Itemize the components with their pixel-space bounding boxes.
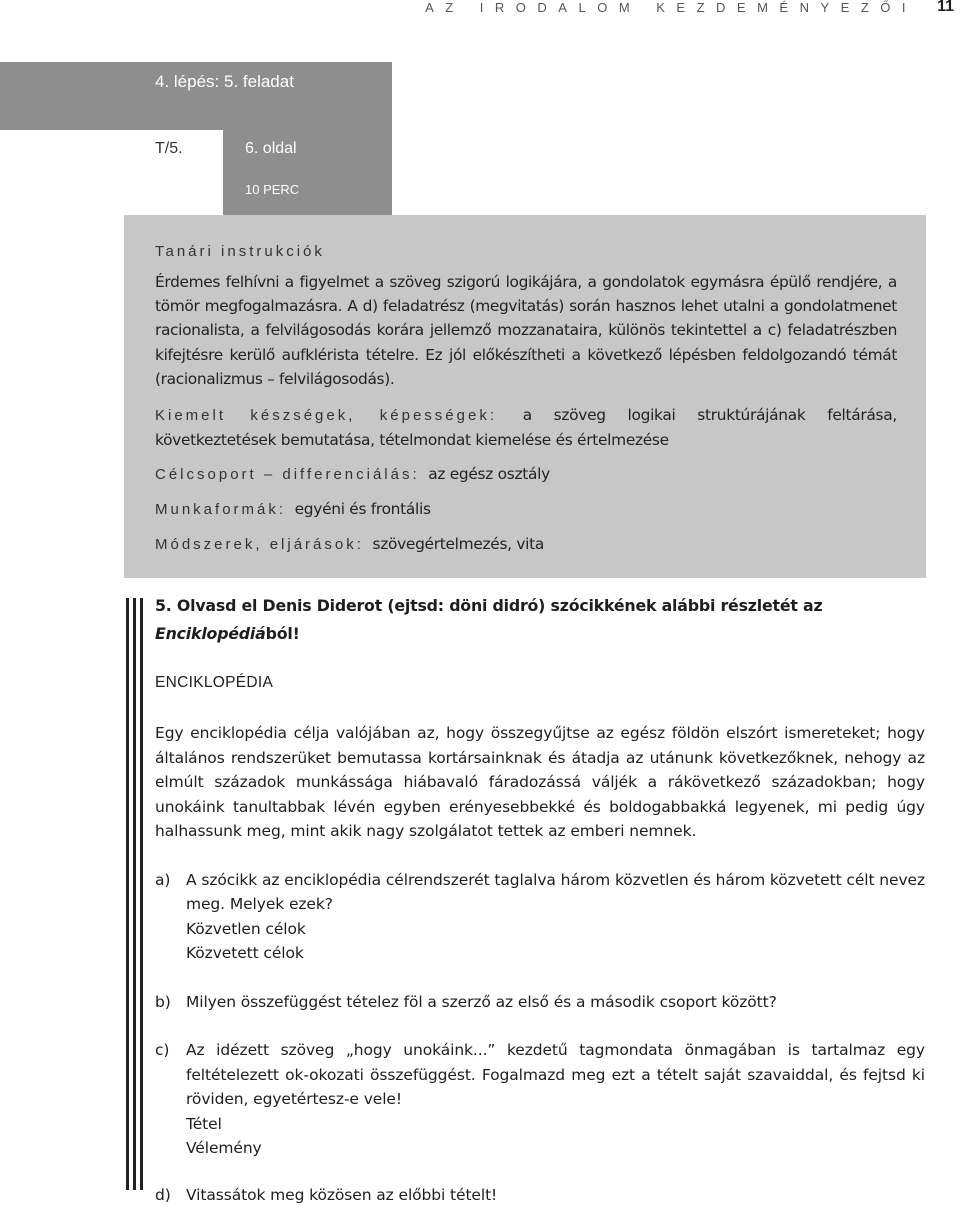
question-text: Az idézett szöveg „hogy unokáink...” kezdetű tagmondata önmagában is tartalmaz egy feltételezett ok-okozati összefüggést. Fogalmazd meg ezt a tételt saját szavaiddal, és fejtsd ki röviden, egyetértesz-e vele! <box>186 1038 925 1112</box>
task-code: T/5. <box>155 140 183 158</box>
question-text: Vitassátok meg közösen az előbbi tételt! <box>186 1183 925 1207</box>
question-a <box>155 868 925 966</box>
question-marker: a) <box>155 868 170 893</box>
work-title: Enciklopédiá <box>155 624 266 643</box>
work-forms-label: Munkaformák: <box>155 501 286 518</box>
question-marker: c) <box>155 1038 169 1063</box>
page-reference: 6. oldal <box>245 140 297 158</box>
question-text: Milyen összefüggést tételez föl a szerző az első és a második csoport között? <box>186 990 925 1015</box>
rule-bar <box>140 598 143 1190</box>
answer-line-label: Tétel <box>186 1112 925 1137</box>
methods-row <box>155 532 897 557</box>
target-group-text: az egész osztály <box>428 465 550 483</box>
skills-label: Kiemelt készségek, képességek: <box>155 407 497 424</box>
question-d <box>155 1183 925 1207</box>
teacher-instructions-box <box>124 215 926 578</box>
source-title: ENCIKLOPÉDIA <box>155 672 925 694</box>
question-c <box>155 1038 925 1161</box>
methods-text: szövegértelmezés, vita <box>373 535 545 553</box>
methods-label: Módszerek, eljárások: <box>155 536 364 553</box>
target-group-row <box>155 462 897 487</box>
work-forms-text: egyéni és frontális <box>295 500 431 518</box>
step-label: 4. lépés: 5. feladat <box>155 72 294 92</box>
answer-line-label: Közvetlen célok <box>186 917 925 942</box>
step-box <box>0 62 392 130</box>
page-number: 11 <box>937 0 954 16</box>
answer-line-label: Közvetett célok <box>186 941 925 966</box>
rule-bar <box>133 598 136 1190</box>
task-heading-suffix: ból! <box>266 624 300 643</box>
question-marker: b) <box>155 990 171 1015</box>
work-forms-row <box>155 497 897 522</box>
task-section <box>155 592 925 1207</box>
question-marker: d) <box>155 1183 171 1207</box>
time-estimate: 10 PERC <box>245 182 299 197</box>
excerpt-text: Egy enciklopédia célja valójában az, hogy összegyűjtse az egész földön elszórt ismereteket; hogy általános rendszerüket bemutassa kortársainknak és átadja az utánunk következőknek, nehogy az elmúlt századok munkássága hiábavaló fáradozássá váljék a rákövetkező századokban; hogy unokáink tanultabbak lévén egyben erényesebbekké és boldogabbakká legyenek, mi pedig úgy halhassunk meg, mint akik nagy szolgálatot tettek az emberi nemnek. <box>155 721 925 844</box>
skills-row <box>155 403 897 452</box>
page-reference-box <box>223 130 392 216</box>
task-heading-text: 5. Olvasd el Denis Diderot (ejtsd: döni didró) szócikkének alábbi részletét az <box>155 596 822 615</box>
teacher-instructions-text: Érdemes felhívni a figyelmet a szöveg szigorú logikájára, a gondolatok egymásra épülő rendjére, a tömör megfogalmazásra. A d) feladatrész (megvitatás) során hasznos lehet utalni a gondolatmenet racionalista, a felvilágosodás korára jellemző mozzanataira, különös tekintettel a c) feladatrészben kifejtésre kerülő aufklérista tételre. Ez jól előkészítheti a következő lépésben feldolgozandó témát (racionalizmus – felvilágosodás). <box>155 270 897 391</box>
task-heading <box>155 592 925 648</box>
question-text: A szócikk az enciklopédia célrendszerét taglalva három közvetlen és három közvetett célt nevez meg. Melyek ezek? <box>186 868 925 917</box>
running-header <box>0 0 960 22</box>
running-title: AZ IRODALOM KEZDEMÉNYEZŐI <box>425 0 917 15</box>
teacher-instructions-heading: Tanári instrukciók <box>155 243 897 260</box>
question-b <box>155 990 925 1015</box>
answer-line-label: Vélemény <box>186 1136 925 1161</box>
target-group-label: Célcsoport – differenciálás: <box>155 466 420 483</box>
rule-bar <box>126 598 129 1190</box>
skills-text: a szöveg logikai struktúrájának feltárása, következtetések bemutatása, tételmondat kiemelése és értelmezése <box>155 406 897 449</box>
